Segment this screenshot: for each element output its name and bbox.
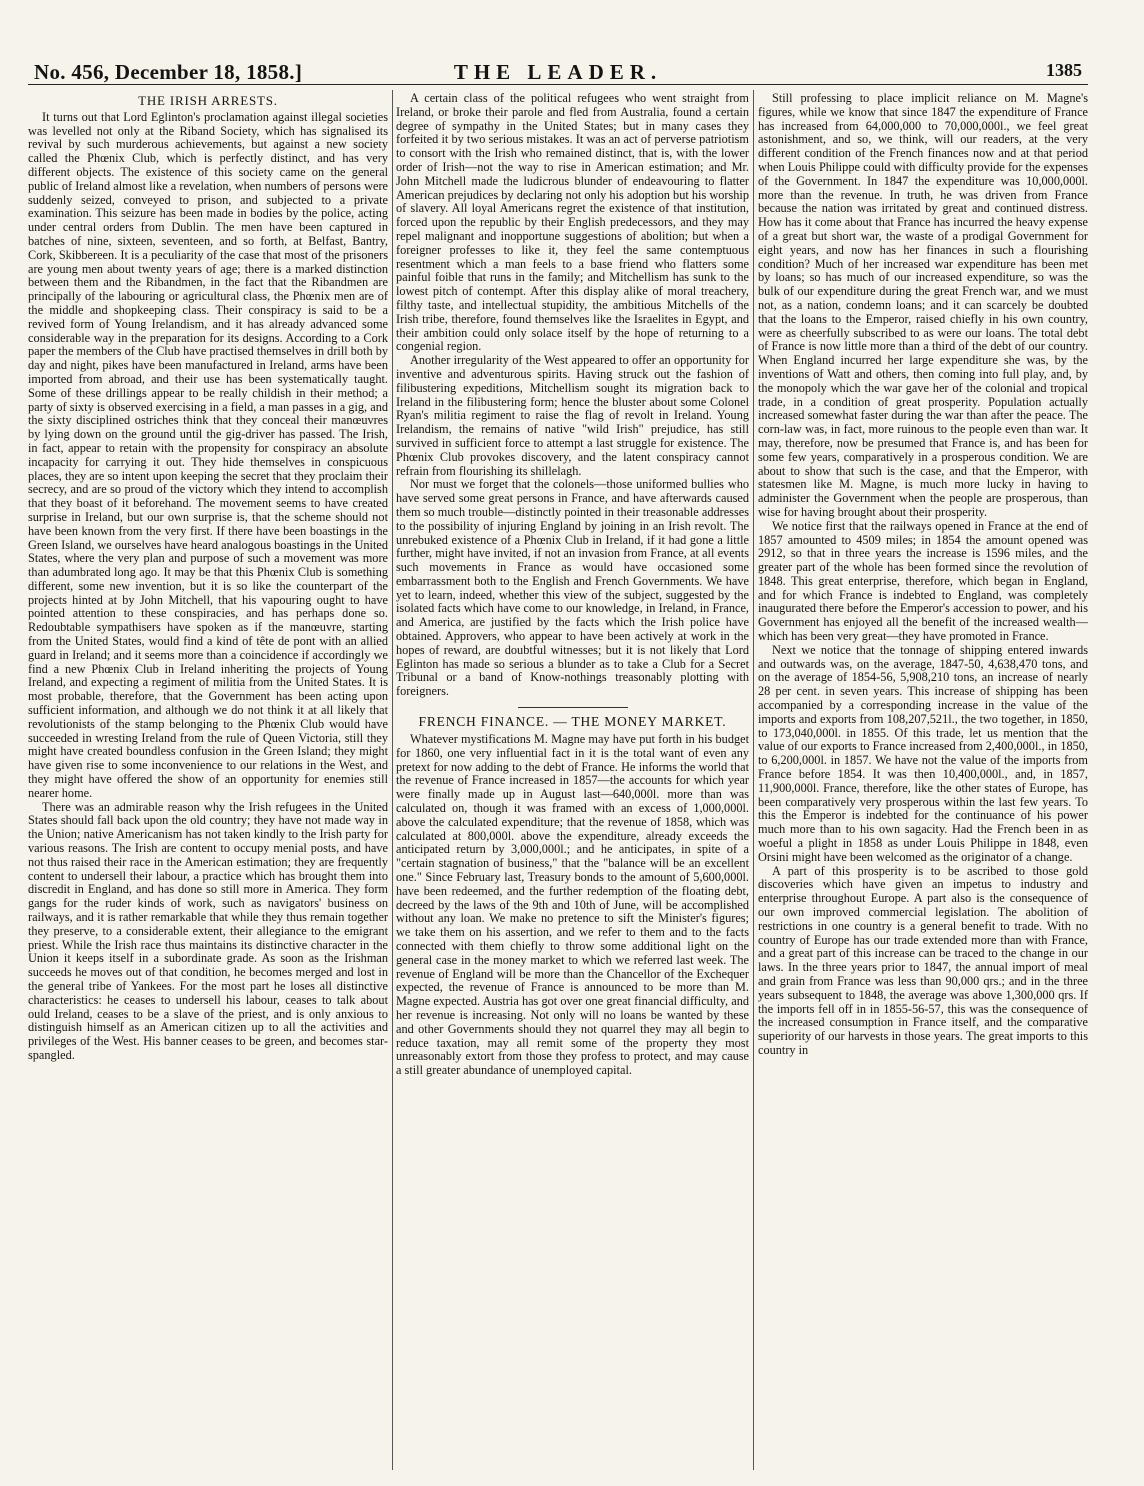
article-paragraph: A certain class of the political refugees who went straight from Ireland, or broke their parole and fled from Australia, found a certain degree of sympathy in the United States; but in many cases they forfeited it by two serious mistakes. It was an act of perverse patriotism to consort with the Irish who remained distinct, that is, with the lower order of Irish—not the way to rise in American estimation; and Mr. John Mitchell made the ludicrous blunder of endeavouring to flatter American prejudices by declaring not only his adoption but his worship of slavery. All loyal Americans regret the existence of that institution, forced upon the republic by their English predecessors, and they may repel malignant and inopportune suggestions of abolition; but when a foreigner professes to like it, they feel the same contemptuous resentment which a man feels to a base friend who flatters some painful foible that runs in the family; and Mitchellism has sunk to the lowest pitch of contempt. After this display alike of moral treachery, filthy taste, and intellectual stupidity, the ambitious Mitchells of the Irish tribe, therefore, found themselves like the Israelites in Egypt, and their ambition could only solace itself by the hope of returning to a congenial region. [396,92,749,354]
article-headline-irish-arrests: THE IRISH ARRESTS. [138,93,278,108]
newspaper-title: THE LEADER. [453,60,663,84]
column-rule [753,90,754,1470]
article-headline-french-finance: FRENCH FINANCE. — THE MONEY MARKET. [418,714,727,730]
article-paragraph: A part of this prosperity is to be ascribed to those gold discoveries which have given an impetus to industry and enterprise throughout Europe. A part also is the consequence of our own improved commercial legislation. The abolition of restrictions in one country is a general benefit to trade. With no country of Europe has our trade extended more than with France, and a great part of this increase can be traced to the change in our laws. In the three years prior to 1847, the annual import of meal and grain from France was less than 90,000 qrs.; and in the three years subsequent to 1848, the average was above 1,300,000 qrs. If the imports fell off in in 1855-56-57, this was the consequence of the increased consumption in France itself, and the comparative superiority of our harvests in those years. The great imports to this country in [758,863,1088,1057]
article-paragraph: It turns out that Lord Eglinton's proclamation against illegal societies was levelled not only at the Riband Society, which has signalised its revival by such murderous achievements, but against a new society called the Phœnix Club, which is perfectly distinct, and has very different objects. The existence of this society came on the general public of Ireland almost like a revelation, when numbers of persons were suddenly seized, conveyed to prison, and subjected to a private examination. This seizure has been made in bodies by the police, acting under central orders from Dublin. The men have been captured in batches of nine, sixteen, seventeen, and so forth, at Belfast, Bantry, Cork, Skibbereen. It is a peculiarity of the case that most of the prisoners are young men about twenty years of age; there is a marked distinction between them and the Ribandmen, in the fact that the Ribandmen are principally of the labouring or agricultural class, the Phœnix men are of the middle and shopkeeping class. Their conspiracy is said to be a revived form of Young Irelandism, and it has already advanced some considerable way in the preparation for its designs. According to a Cork paper the members of the Club have practised themselves in drill both by day and night, pikes have been manufactured in Ireland, arms have been imported from abroad, and their use has been systematically taught. Some of these drillings appear to be really childish in their method; a party of sixty is observed exercising in a field, a man passes in a gig, and the sixty disciplined ostriches think that they conceal their manœuvres by lying down on the ground until the gig-driver has passed. The Irish, in fact, appear to retain with the propensity for conspiracy an absolute incapacity for carrying it out. They hide themselves in conspicuous places, they are so intent upon keeping the secret that they proclaim their secrecy, and are so proud of the victory which they intend to accomplish that they boast of it beforehand. The movement seems to have created surprise in Ireland, but our own surprise is, that the scheme should not have been known from the very first. If there have been boastings in the Green Island, we ourselves have heard analogous boastings in the United States, where the very plan and purpose of such a movement was more than adumbrated long ago. It may be that this Phœnix Club is something different, some new invention, but it is so like the counterpart of the projects hinted at by John Mitchell, that his vapouring ought to have pointed attention to these conspiracies, and has perhaps done so. Redoubtable sympathisers have spoken as if the manœuvre, starting from the United States, would find a kind of tête de pont with an allied guard in Ireland; and it seems more than a coincidence if accordingly we find a new Phœnix Club in Ireland inheriting the projects of Young Ireland, and expecting a regiment of militia from the United States. It is most probable, therefore, that the Government has been acting upon sufficient information, and although we do not think it at all likely that revolutionists of the stamp belonging to the Phœnix Club would have succeeded in wresting Ireland from the rule of Queen Victoria, still they might have created boundless confusion in the Green Island; they might have given rise to some inconvenience to our relations in the West, and they might have offered the show of an opportunity for enemies still nearer home. [28,109,388,800]
article-paragraph: Another irregularity of the West appeared to offer an opportunity for inventive and adventurous spirits. Having struck out the fashion of filibustering expeditions, Mitchellism sought its migration back to Ireland in the filibustering form; hence the bluster about some Colonel Ryan's militia regiment to raise the flag of revolt in Ireland. Young Irelandism, the remains of native "wild Irish" prejudice, has still survived in sufficient force to attempt a last struggle for existence. The Phœnix Club provokes discovery, and the latent conspiracy cannot refrain from flourishing its shillelagh. [396,353,749,478]
article-paragraph: Nor must we forget that the colonels—those uniformed bullies who have served some great persons in France, and have afterwards caused them so much trouble—distinctly pointed in their treasonable addresses to the possibility of injuring England by joining in an Irish revolt. The unrebuked existence of a Phœnix Club in Ireland, if it had gone a little further, might have invited, if not an invasion from France, at all events such movements in France as would have occasioned some embarrassment both to the English and French Governments. We have yet to learn, indeed, whether this view of the subject, suggested by the isolated facts which have come to our knowledge, in Ireland, in France, and America, are justified by the facts which the Irish police have obtained. Approvers, who appear to have been actively at work in the hopes of reward, are doubtful witnesses; but it is not likely that Lord Eglinton has made so serious a blunder as to take a Club for a Secret Tribunal or a band of Know-nothings treasonably plotting with foreigners. [396,477,749,699]
article-paragraph: There was an admirable reason why the Irish refugees in the United States should fall back upon the old country; they have not made way in the Union; native Americanism has not taken kindly to the Irish party for various reasons. The Irish are content to occupy menial posts, and have not thus raised their race in the American estimation; they are frequently content to undersell their labour, a practice which has brought them into discredit in England, and has done so still more in America. They form gangs for the ruder kinds of work, such as navigators' business on railways, and it is rather remarkable that while they thus remain together they preserve, to a considerable extent, their allegiance to the emigrant priest. While the Irish race thus maintains its distinctive character in the Union it keeps itself in a subordinate grade. As soon as the Irishman succeeds he moves out of that condition, he becomes merged and lost in the general tribe of Yankees. For the most part he loses all distinctive characteristics: he ceases to undersell his labour, ceases to talk about ould Ireland, ceases to be a slave of the priest, and is only anxious to distinguish himself as an American citizen up to all the activities and privileges of the West. His banner ceases to be green, and becomes star-spangled. [28,799,388,1062]
article-paragraph: We notice first that the railways opened in France at the end of 1857 amounted to 4509 miles; in 1854 the amount opened was 2912, so that in three years the increase is 1596 miles, and the greater part of the whole has been formed since the revolution of 1848. This great enterprise, therefore, which began in England, and for which France is indebted to England, was completely inaugurated there before the Emperor's accession to power, and his Government has enjoyed all the benefit of the increased wealth—which has been very great—they have promoted in France. [758,518,1088,644]
masthead [28,48,1088,85]
article-paragraph: Whatever mystifications M. Magne may have put forth in his budget for 1860, one very influential fact in it is the total want of even any pretext for now adding to the debt of France. He informs the world that the revenue of France increased in 1857—the accounts for which year were finally made up in August last—640,000l. more than was calculated on, though it was framed with an excess of 1,000,000l. above the calculated expenditure; that the revenue of 1858, which was calculated at 800,000l. above the expenditure, already exceeds the anticipated return by 3,000,000l.; and he anticipates, in spite of a "certain stagnation of business," that the "balance will be an excellent one." Since February last, Treasury bonds to the amount of 5,600,000l. have been redeemed, and the further redemption of the floating debt, decreed by the laws of the 9th and 10th of June, will be accomplished without any loan. We make no pretence to sift the Minister's figures; we take them on his assertion, and we refer to them and to the facts connected with them chiefly to throw some additional light on the general case in the money market to which we referred last week. The revenue of England will be more than the Chancellor of the Exchequer expected, the revenue of France is announced to be more than M. Magne expected. Austria has got over one great financial difficulty, and her revenue is increasing. Not only will no loans be wanted by these and other Governments should they not quarrel they may all begin to reduce taxation, may all remit some of the property they most unreasonably extort from those they profess to protect, and may cause a still greater abundance of unemployed capital. [396,732,749,1078]
article-paragraph: Still professing to place implicit reliance on M. Magne's figures, while we know that since 1847 the expenditure of France has increased from 64,000,000 to 70,000,000l., we feel great astonishment, and so, we think, will our readers, at the very different condition of the French finances now and at that period when Louis Philippe could with difficulty provide for the expenses of the Government. In 1847 the expenditure was 10,000,000l. more than the revenue. In truth, he was driven from France because the nation was irritated by great and continued distress. How has it come about that France has incurred the heavy expense of a great but short war, the waste of a prodigal Government for eight years, and now has her finances in such a flourishing condition? Much of her increased war expenditure has been met by loans; so has much of our increased expenditure, so was the bulk of our expenditure during the great French war, and we must not, as a nation, condemn loans; and it can scarcely be doubted that the loans to the Emperor, raised chiefly in his own country, were as cheerfully subscribed to as were our loans. The total debt of France is now little more than a third of the debt of our country. When England incurred her large expenditure she was, by the inventions of Watt and others, then coming into full play, and, by the monopoly which the war gave her of the colonial and tropical trade, in a condition of great prosperity. Population actually increased somewhat faster during the war than after the peace. The corn-law was, in fact, more ruinous to the people even than war. It may, therefore, now be presumed that France is, and has been for some few years, comparatively in a prosperous condition. We are about to show that such is the case, and that the Emperor, with statesmen like M. Magne, is much more lucky in having to administer the Government when the people are prosperous, than wise for having brought about their prosperity. [758,92,1088,519]
column-3 [758,92,1088,1472]
column-2 [396,92,749,1472]
article-separator [518,707,628,708]
column-rule [392,90,393,1470]
page-number: 1385 [1046,60,1082,80]
issue-line: No. 456, December 18, 1858.] [34,60,303,84]
article-paragraph: Next we notice that the tonnage of shipping entered inwards and outwards was, on the average, 1847-50, 4,638,470 tons, and on the average of 1854-56, 5,908,210 tons, an increase of nearly 28 per cent. in seven years. This increase of shipping has been accompanied by a corresponding increase in the value of the imports and exports from 108,207,521l., the two together, in 1850, to 173,040,000l. in 1855. Of this trade, let us mention that the value of our exports to France increased from 2,400,000l., in 1850, to 6,200,000l. in 1857. We have not the value of the imports from France before 1854. It was then 10,400,000l., and, in 1857, 11,900,000l. France, therefore, like the other states of Europe, has been comparatively very prosperous within the last few years. To this the Emperor is indebted for the continuance of his power much more than to his own sagacity. Had the French been in as woeful a plight in 1858 as under Louis Philippe in 1848, even Orsini might have been welcomed as the originator of a change. [758,642,1088,864]
column-1 [28,92,388,1472]
